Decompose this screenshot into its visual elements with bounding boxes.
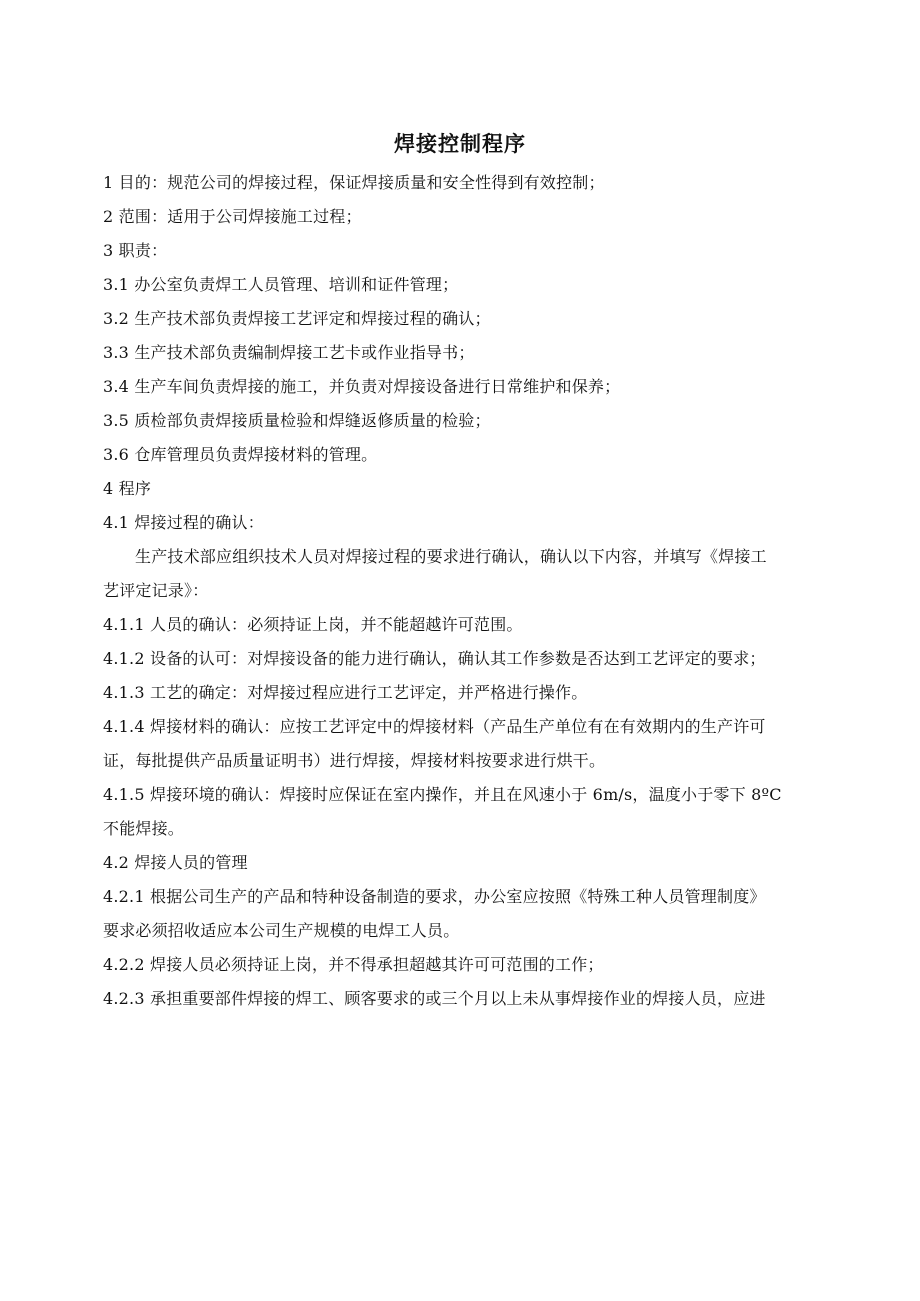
section-4-1-intro-line-1: 生产技术部应组织技术人员对焊接过程的要求进行确认，确认以下内容，并填写《焊接工 (135, 547, 767, 566)
section-4-1-4-line-1: 4.1.4 焊接材料的确认：应按工艺评定中的焊接材料（产品生产单位有在有效期内的生产许可 (103, 717, 766, 736)
section-1-purpose: 1 目的：规范公司的焊接过程，保证焊接质量和安全性得到有效控制； (103, 173, 605, 192)
document-body (103, 166, 863, 1016)
section-4-1-3: 4.1.3 工艺的确定：对焊接过程应进行工艺评定，并严格进行操作。 (103, 683, 588, 702)
page-title: 焊接控制程序 (394, 132, 526, 156)
section-4-2-2: 4.2.2 焊接人员必须持证上岗，并不得承担超越其许可可范围的工作； (103, 955, 604, 974)
section-3-4: 3.4 生产车间负责焊接的施工，并负责对焊接设备进行日常维护和保养； (103, 377, 621, 396)
section-3-3: 3.3 生产技术部负责编制焊接工艺卡或作业指导书； (103, 343, 475, 362)
section-4-1-4-line-2: 证，每批提供产品质量证明书）进行焊接，焊接材料按要求进行烘干。 (103, 751, 606, 770)
section-4-1-5-line-2: 不能焊接。 (103, 819, 185, 838)
section-4-1-1: 4.1.1 人员的确认：必须持证上岗，并不能超越许可范围。 (103, 615, 523, 634)
section-4-1-heading: 4.1 焊接过程的确认： (103, 513, 264, 532)
section-2-scope: 2 范围：适用于公司焊接施工过程； (103, 207, 362, 226)
section-3-heading: 3 职责： (103, 241, 168, 260)
section-4-1-2: 4.1.2 设备的认可：对焊接设备的能力进行确认，确认其工作参数是否达到工艺评定的要求； (103, 649, 766, 668)
section-3-2: 3.2 生产技术部负责焊接工艺评定和焊接过程的确认； (103, 309, 491, 328)
section-4-2-1-line-1: 4.2.1 根据公司生产的产品和特种设备制造的要求，办公室应按照《特殊工种人员管理制度》 (103, 887, 766, 906)
section-4-2-3: 4.2.3 承担重要部件焊接的焊工、顾客要求的或三个月以上未从事焊接作业的焊接人员，应进 (103, 989, 766, 1008)
section-4-heading: 4 程序 (103, 479, 152, 498)
section-4-2-heading: 4.2 焊接人员的管理 (103, 853, 248, 872)
section-4-1-5-line-1: 4.1.5 焊接环境的确认：焊接时应保证在室内操作，并且在风速小于 6m/s，温度小于零下 8ºC (103, 785, 782, 804)
section-3-1: 3.1 办公室负责焊工人员管理、培训和证件管理； (103, 275, 459, 294)
section-4-2-1-line-2: 要求必须招收适应本公司生产规模的电焊工人员。 (103, 921, 460, 940)
section-4-1-intro-line-2: 艺评定记录》： (103, 581, 209, 600)
section-3-6: 3.6 仓库管理员负责焊接材料的管理。 (103, 445, 378, 464)
section-3-5: 3.5 质检部负责焊接质量检验和焊缝返修质量的检验； (103, 411, 491, 430)
